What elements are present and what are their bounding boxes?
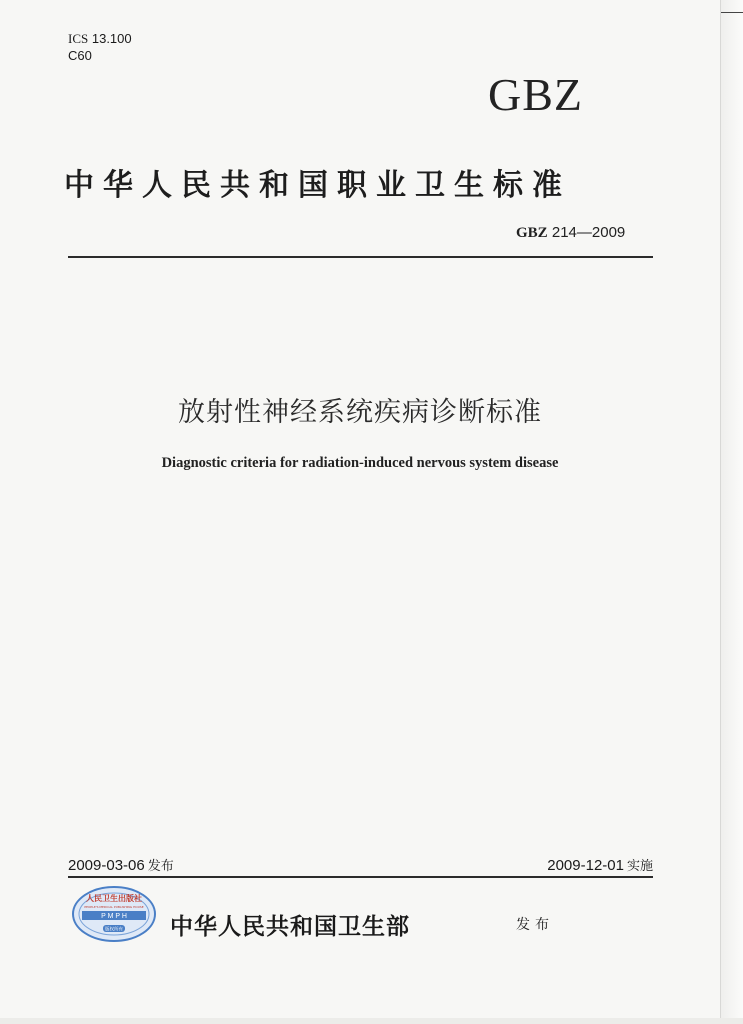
implementation-date bbox=[547, 855, 653, 874]
seal-text-cn: 人民卫生出版社 bbox=[86, 894, 142, 903]
issue-date-value: 2009-03-06 bbox=[68, 857, 145, 874]
header-divider bbox=[68, 256, 653, 258]
issuer-suffix: 发布 bbox=[516, 917, 554, 933]
implementation-date-suffix: 实施 bbox=[626, 859, 653, 874]
ics-label: ICS bbox=[68, 31, 89, 46]
corner-mark bbox=[721, 12, 743, 13]
ics-number: 13.100 bbox=[91, 31, 132, 46]
page-edge-bottom bbox=[0, 1018, 743, 1024]
publisher-seal-icon bbox=[70, 884, 158, 944]
seal-initials: P M P H bbox=[101, 913, 127, 920]
ics-code bbox=[68, 30, 132, 47]
page-edge bbox=[720, 0, 743, 1024]
ccs-code: C60 bbox=[68, 48, 92, 63]
standard-number-prefix: GBZ bbox=[516, 225, 548, 241]
document-title-en: Diagnostic criteria for radiation-induced nervous system disease bbox=[161, 455, 559, 471]
standard-number bbox=[516, 224, 625, 242]
standard-category: 中华人民共和国职业卫生标准 bbox=[64, 168, 571, 203]
implementation-date-value: 2009-12-01 bbox=[547, 857, 624, 874]
issue-date bbox=[68, 855, 174, 874]
seal-footer: 版权所有 bbox=[105, 927, 123, 933]
seal-text-en: PEOPLE'S MEDICAL PUBLISHING HOUSE bbox=[84, 905, 144, 909]
gbz-logo: GBZ bbox=[488, 69, 583, 120]
issuer-name: 中华人民共和国卫生部 bbox=[170, 913, 410, 940]
issue-date-suffix: 发布 bbox=[147, 859, 174, 874]
footer-divider bbox=[68, 876, 653, 878]
document-title-cn: 放射性神经系统疾病诊断标准 bbox=[178, 397, 542, 428]
classification-codes bbox=[68, 30, 132, 64]
standard-number-value: 214—2009 bbox=[551, 224, 626, 241]
